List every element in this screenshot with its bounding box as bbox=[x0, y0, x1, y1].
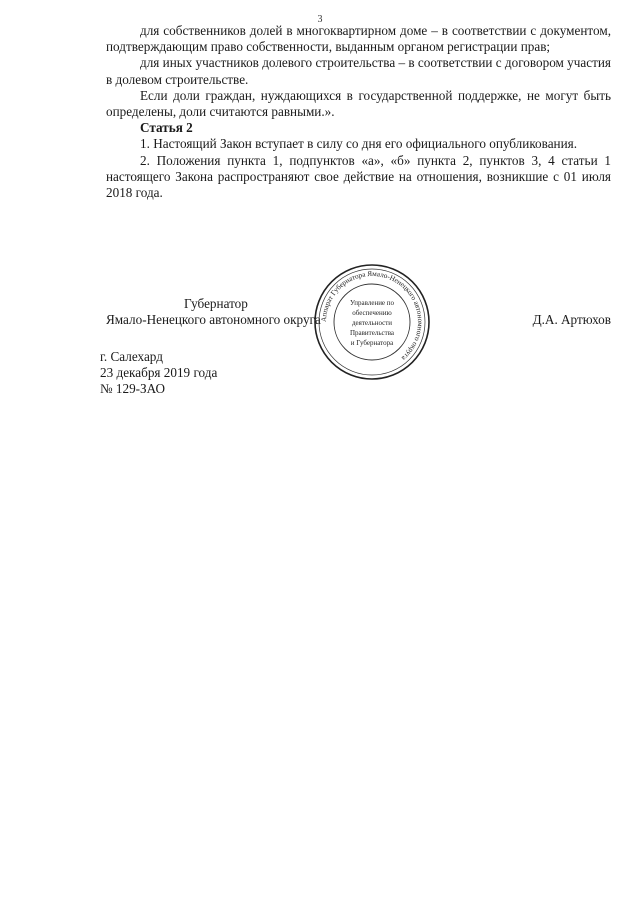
paragraph-equal-shares: Если доли граждан, нуждающихся в государственной поддержке, не могут быть определены, доли считаются равными.». bbox=[106, 87, 611, 120]
seal-ring-text: Аппарат Губернатора Ямало-Ненецкого автономного округа bbox=[319, 269, 425, 363]
seal-center-line: Управление по bbox=[349, 299, 395, 307]
seal-center-line: и Губернатора bbox=[350, 339, 394, 347]
article-2-item-1: 1. Настоящий Закон вступает в силу со дня его официального опубликования. bbox=[140, 136, 578, 152]
official-seal bbox=[312, 262, 432, 382]
paragraph-participants: для иных участников долевого строительства – в соответствии с договором участия в долевом строительстве. bbox=[106, 55, 611, 87]
paragraph-owners: для собственников долей в многоквартирном доме – в соответствии с документом, подтверждающим право собственности, выданным органом регистрации прав; bbox=[106, 23, 611, 55]
governor-region: Ямало-Ненецкого автономного округа bbox=[106, 312, 321, 327]
governor-name: Д.А. Артюхов bbox=[532, 312, 611, 327]
seal-center-line: Правительства bbox=[349, 329, 395, 337]
place-date-block bbox=[100, 349, 217, 397]
body-text bbox=[106, 23, 611, 201]
article-2-item-2: 2. Положения пункта 1, подпунктов «а», «б» пункта 2, пунктов 3, 4 статьи 1 настоящего Закона распространяют свое действие на отношения, возникшие с 01 июля 2018 года. bbox=[106, 152, 611, 201]
page-number: 3 bbox=[317, 14, 323, 25]
article-2-heading: Статья 2 bbox=[140, 120, 193, 136]
law-number: № 129-ЗАО bbox=[100, 381, 166, 396]
seal-center-line: деятельности bbox=[351, 319, 393, 327]
governor-title: Губернатор bbox=[184, 296, 248, 311]
law-date: 23 декабря 2019 года bbox=[100, 365, 218, 380]
seal-center-line: обеспечению bbox=[352, 309, 392, 317]
city: г. Салехард bbox=[100, 349, 163, 364]
